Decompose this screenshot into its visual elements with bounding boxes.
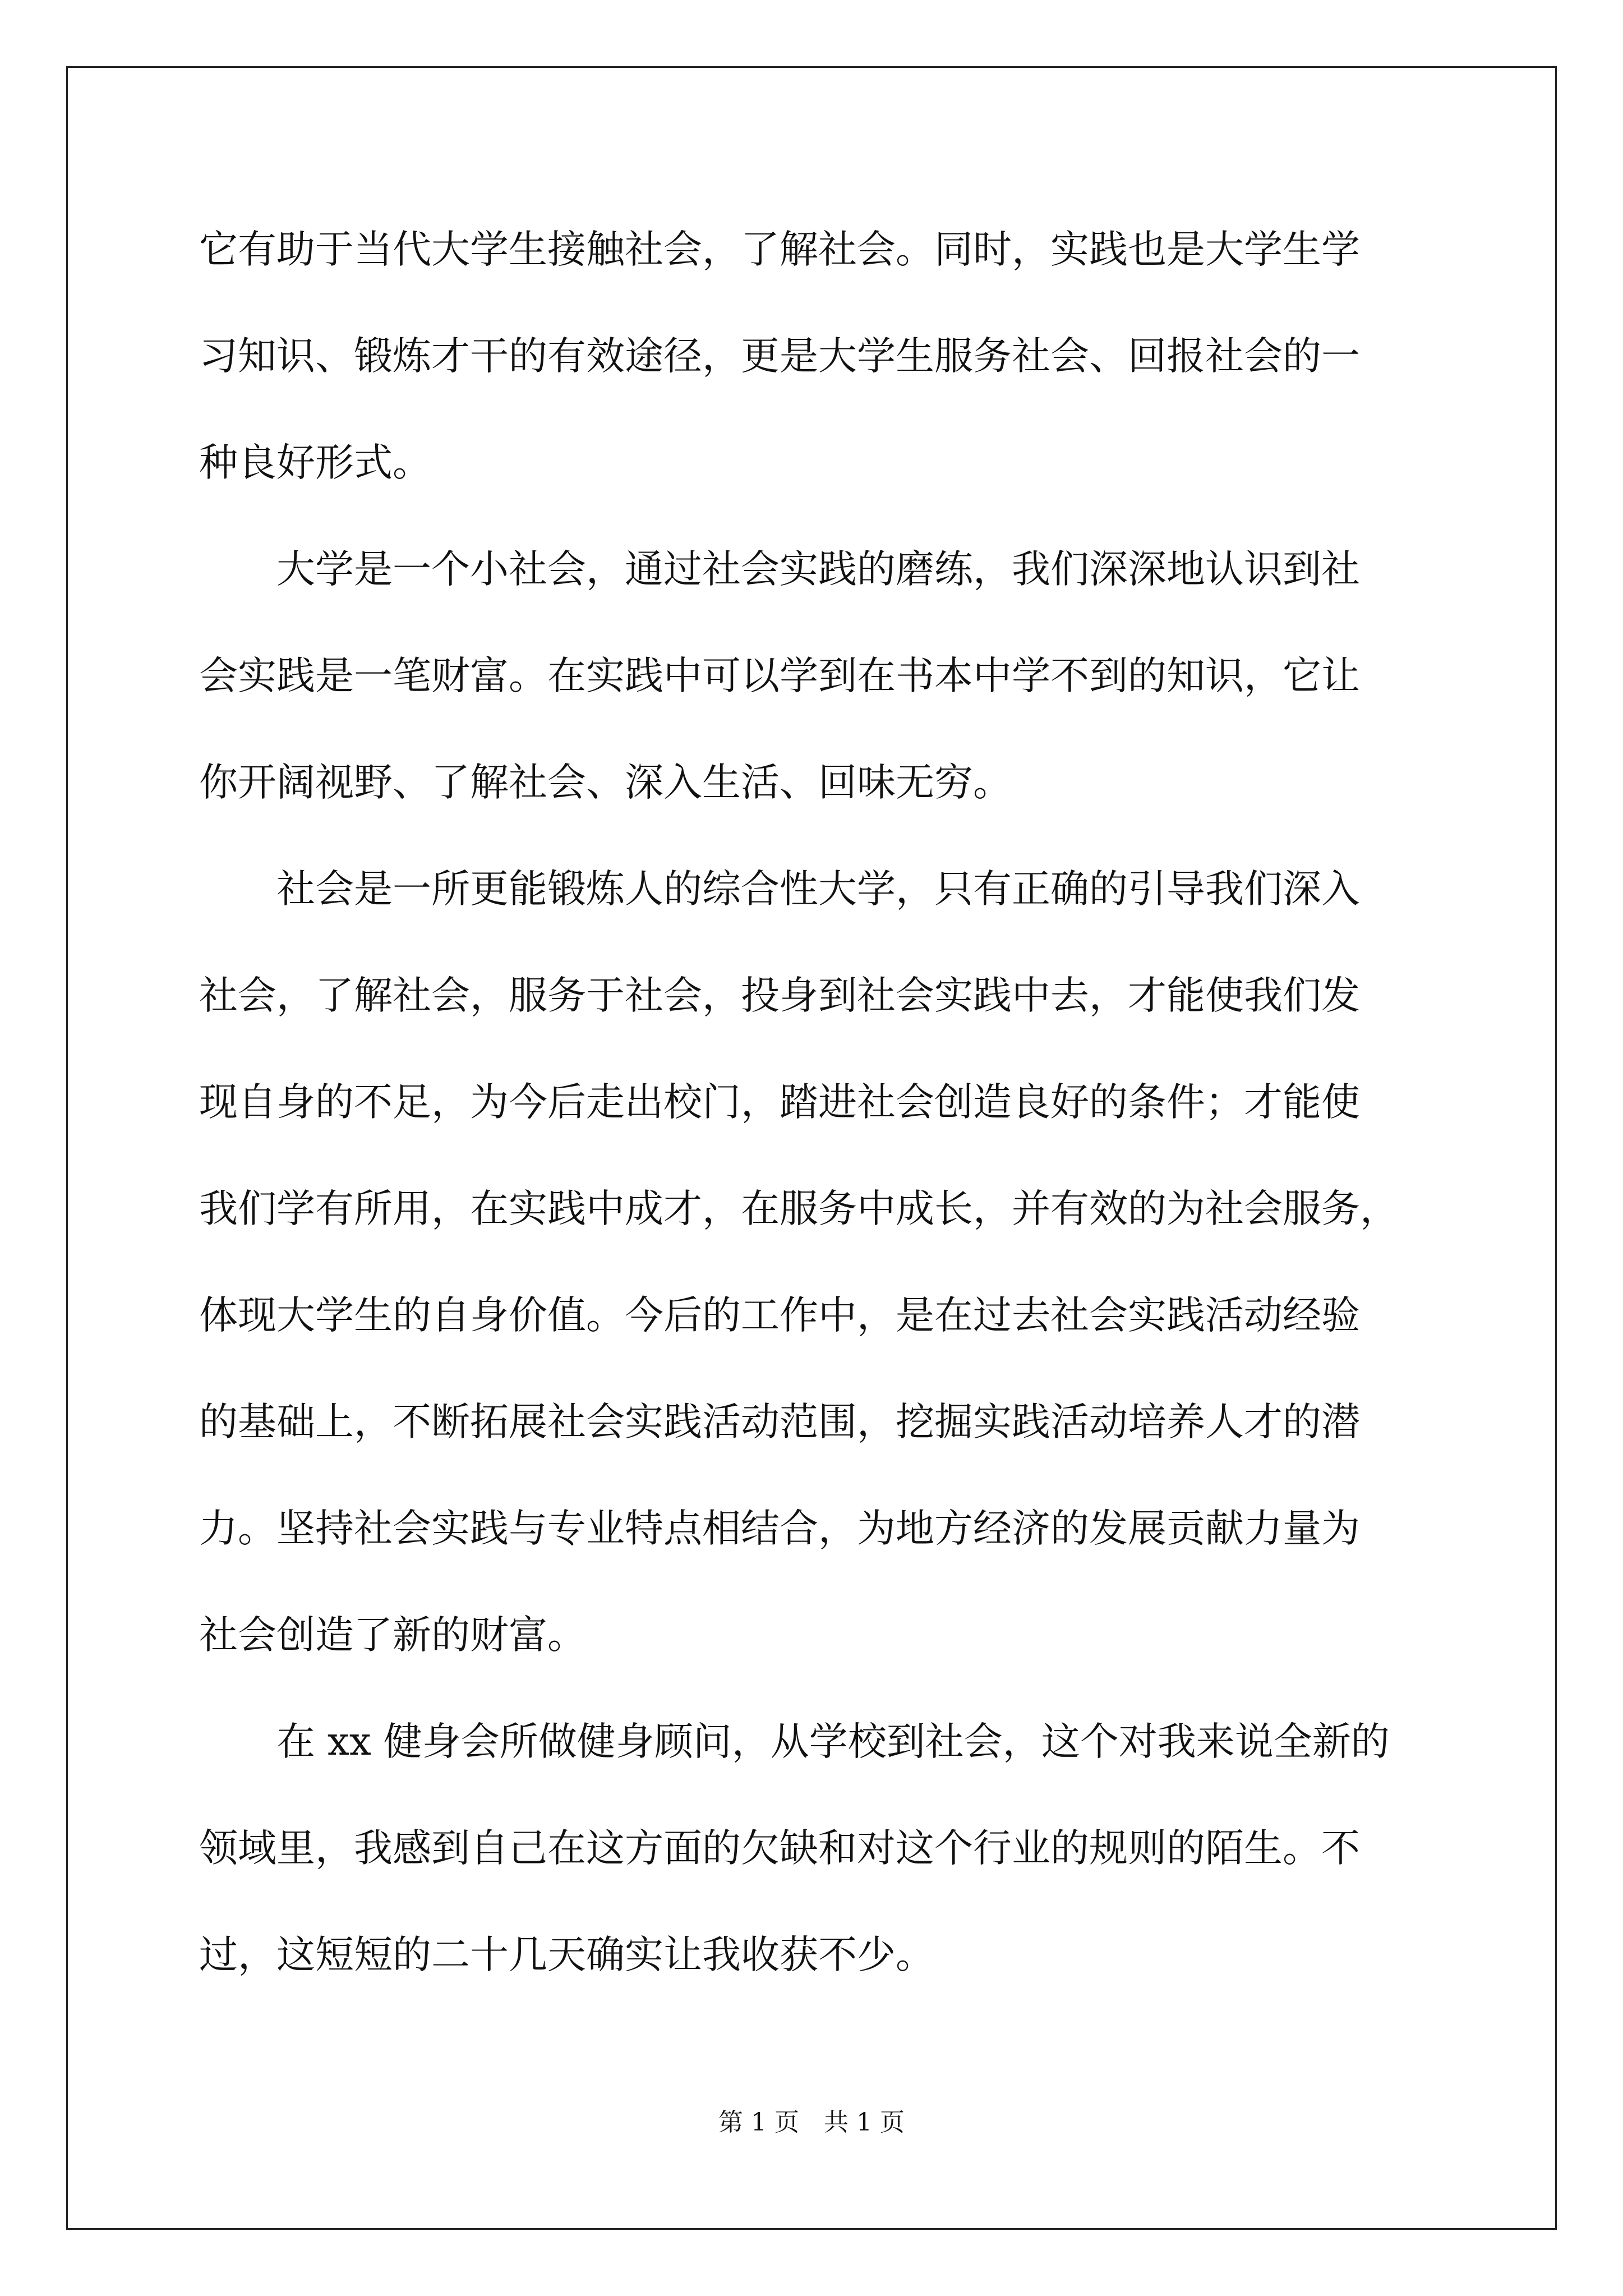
text-line-3: 种良好形式。 bbox=[199, 440, 431, 485]
document-body bbox=[199, 208, 1430, 2019]
text-line-16: 领域里，我感到自己在这方面的欠缺和对这个行业的规则的陌生。不 bbox=[199, 1826, 1360, 1871]
text-line-10: 我们学有所用，在实践中成才，在服务中成长，并有效的为社会服务， bbox=[199, 1186, 1399, 1231]
text-line-6: 你开阔视野、了解社会、深入生活、回味无穷。 bbox=[199, 760, 1012, 805]
text-line-14: 社会创造了新的财富。 bbox=[199, 1613, 586, 1658]
page-footer: 第 1 页 共 1 页 bbox=[718, 2108, 905, 2137]
text-line-13: 力。坚持社会实践与专业特点相结合，为地方经济的发展贡献力量为 bbox=[199, 1506, 1360, 1551]
text-line-8: 社会，了解社会，服务于社会，投身到社会实践中去，才能使我们发 bbox=[199, 973, 1360, 1018]
text-line-12: 的基础上，不断拓展社会实践活动范围，挖掘实践活动培养人才的潜 bbox=[199, 1400, 1360, 1444]
text-line-15: 在 xx 健身会所做健身顾问，从学校到社会，这个对我来说全新的 bbox=[276, 1719, 1390, 1764]
text-line-4: 大学是一个小社会，通过社会实践的磨练，我们深深地认识到社 bbox=[276, 547, 1360, 592]
text-line-5: 会实践是一笔财富。在实践中可以学到在书本中学不到的知识，它让 bbox=[199, 654, 1360, 698]
text-line-7: 社会是一所更能锻炼人的综合性大学，只有正确的引导我们深入 bbox=[276, 867, 1360, 912]
text-line-2: 习知识、锻炼才干的有效途径，更是大学生服务社会、回报社会的一 bbox=[199, 334, 1360, 379]
text-line-11: 体现大学生的自身价值。今后的工作中，是在过去社会实践活动经验 bbox=[199, 1293, 1360, 1338]
text-line-17: 过，这短短的二十几天确实让我收获不少。 bbox=[199, 1932, 934, 1977]
text-line-1: 它有助于当代大学生接触社会，了解社会。同时，实践也是大学生学 bbox=[199, 227, 1360, 272]
text-line-9: 现自身的不足，为今后走出校门，踏进社会创造良好的条件；才能使 bbox=[199, 1080, 1360, 1125]
